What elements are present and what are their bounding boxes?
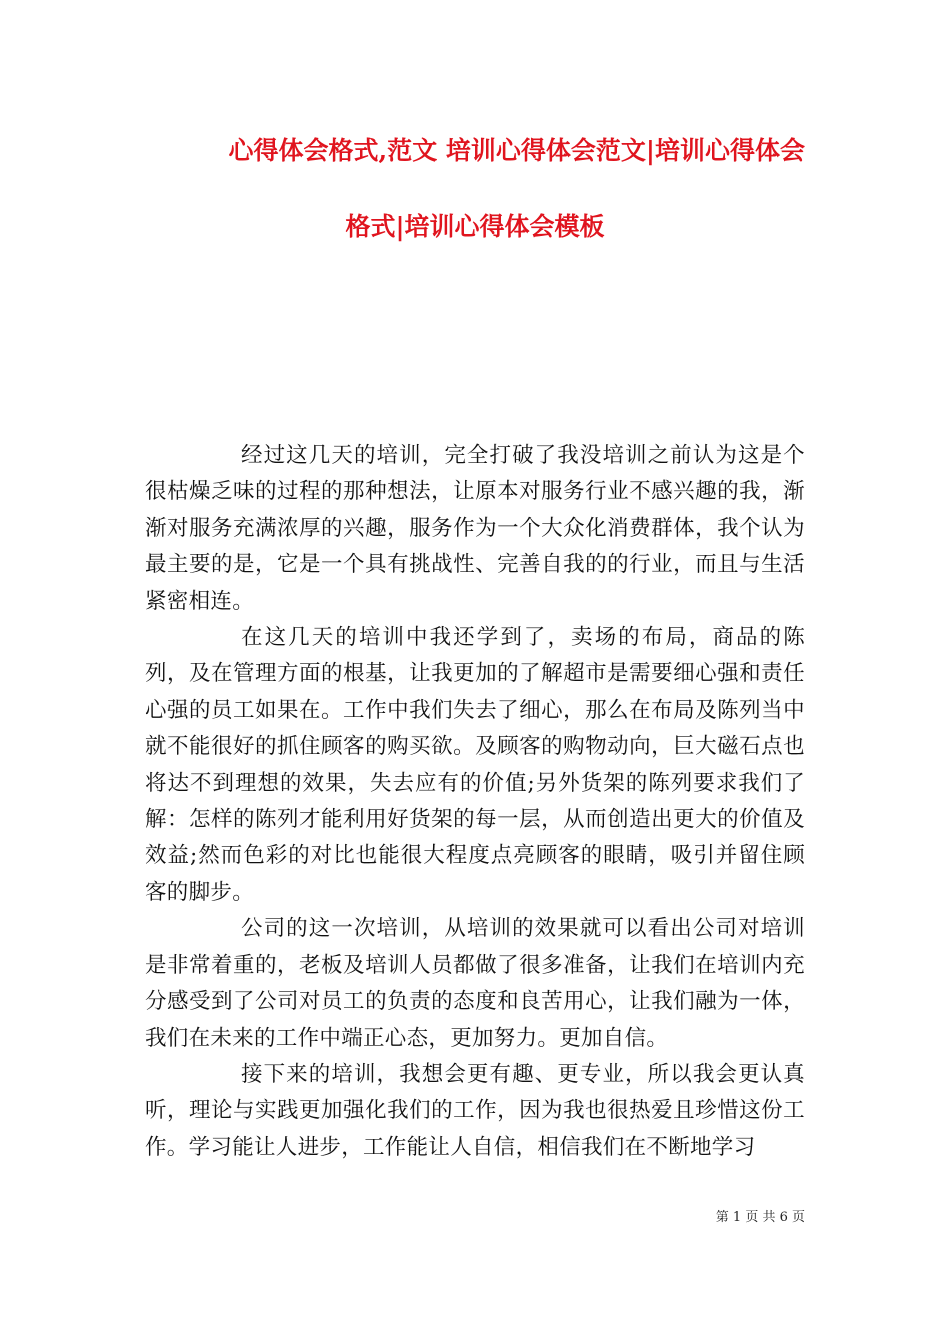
document-body	[145, 438, 805, 1166]
document-title-line-1: 心得体会格式,范文 培训心得体会范文|培训心得体会	[228, 136, 805, 165]
paragraph-1: 经过这几天的培训，完全打破了我没培训之前认为这是个很枯燥乏味的过程的那种想法，让原本对服务行业不感兴趣的我，渐渐对服务充满浓厚的兴趣，服务作为一个大众化消费群体，我个认为最主要的是，它是一个具有挑战性、完善自我的的行业，而且与生活紧密相连。	[145, 443, 805, 614]
document-title-line-2: 格式|培训心得体会模板	[345, 212, 605, 241]
paragraph-2: 在这几天的培训中我还学到了，卖场的布局，商品的陈列，及在管理方面的根基，让我更加的了解超市是需要细心强和责任心强的员工如果在。工作中我们失去了细心，那么在布局及陈列当中就不能很好的抓住顾客的购买欲。及顾客的购物动向，巨大磁石点也将达不到理想的效果，失去应有的价值;另外货架的陈列要求我们了解：怎样的陈列才能利用好货架的每一层，从而创造出更大的价值及效益;然而色彩的对比也能很大程度点亮顾客的眼睛，吸引并留住顾客的脚步。	[145, 625, 805, 905]
paragraph-3: 公司的这一次培训，从培训的效果就可以看出公司对培训是非常着重的，老板及培训人员都做了很多准备，让我们在培训内充分感受到了公司对员工的负责的态度和良苦用心，让我们融为一体，我们在未来的工作中端正心态，更加努力。更加自信。	[145, 916, 805, 1051]
paragraph-4: 接下来的培训，我想会更有趣、更专业，所以我会更认真听，理论与实践更加强化我们的工作，因为我也很热爱且珍惜这份工作。学习能让人进步，工作能让人自信，相信我们在不断地学习	[145, 1061, 805, 1160]
page-number-footer: 第 1 页 共 6 页	[715, 1210, 805, 1225]
